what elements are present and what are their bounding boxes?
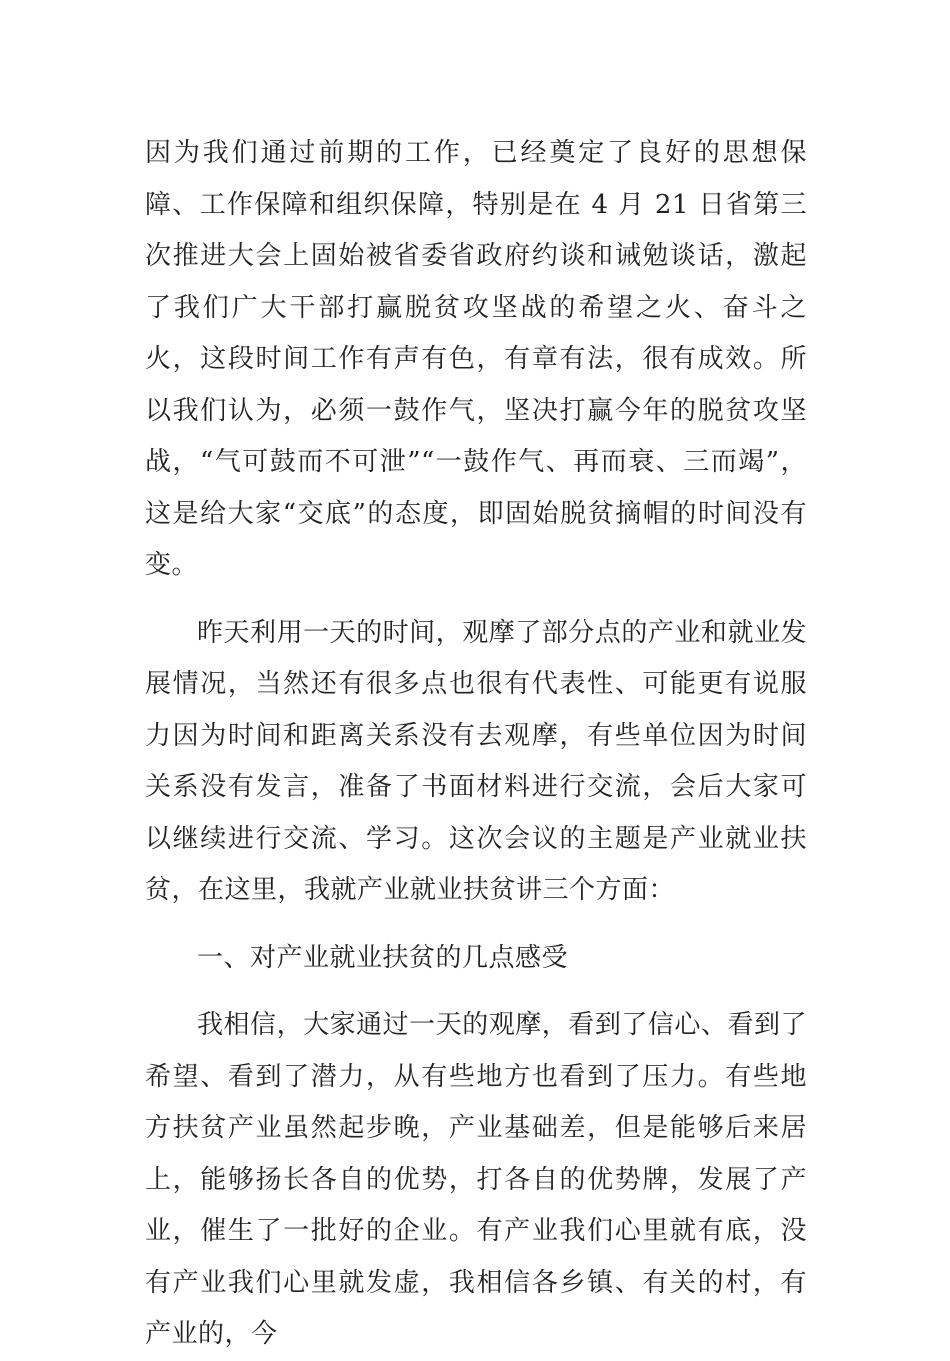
paragraph-2: 昨天利用一天的时间，观摩了部分点的产业和就业发展情况，当然还有很多点也很有代表性、可能更有说服力因为时间和距离关系没有去观摩，有些单位因为时间关系没有发言，准备了书面材料进行交流，会后大家可以继续进行交流、学习。这次会议的主题是产业就业扶贫，在这里，我就产业就业扶贫讲三个方面： — [145, 617, 807, 905]
document-body — [145, 128, 807, 1361]
paragraph-3: 我相信，大家通过一天的观摩，看到了信心、看到了希望、看到了潜力，从有些地方也看到了压力。有些地方扶贫产业虽然起步晚，产业基础差，但是能够后来居上，能够扬长各自的优势，打各自的优势牌，发展了产业，催生了一批好的企业。有产业我们心里就有底，没有产业我们心里就发虚，我相信各乡镇、有关的村，有产业的，今 — [145, 1010, 807, 1349]
paragraph-1: 因为我们通过前期的工作，已经奠定了良好的思想保障、工作保障和组织保障，特别是在 4 月 21 日省第三次推进大会上固始被省委省政府约谈和诫勉谈话，激起了我们广大干部打赢脱贫攻坚战的希望之火、奋斗之火，这段时间工作有声有色，有章有法，很有成效。所以我们认为，必须一鼓作气，坚决打赢今年的脱贫攻坚战，“气可鼓而不可泄”“一鼓作气、再而衰、三而竭”，这是给大家“交底”的态度，即固始脱贫摘帽的时间没有变。 — [145, 138, 807, 580]
section-heading-1: 一、对产业就业扶贫的几点感受 — [197, 942, 569, 973]
